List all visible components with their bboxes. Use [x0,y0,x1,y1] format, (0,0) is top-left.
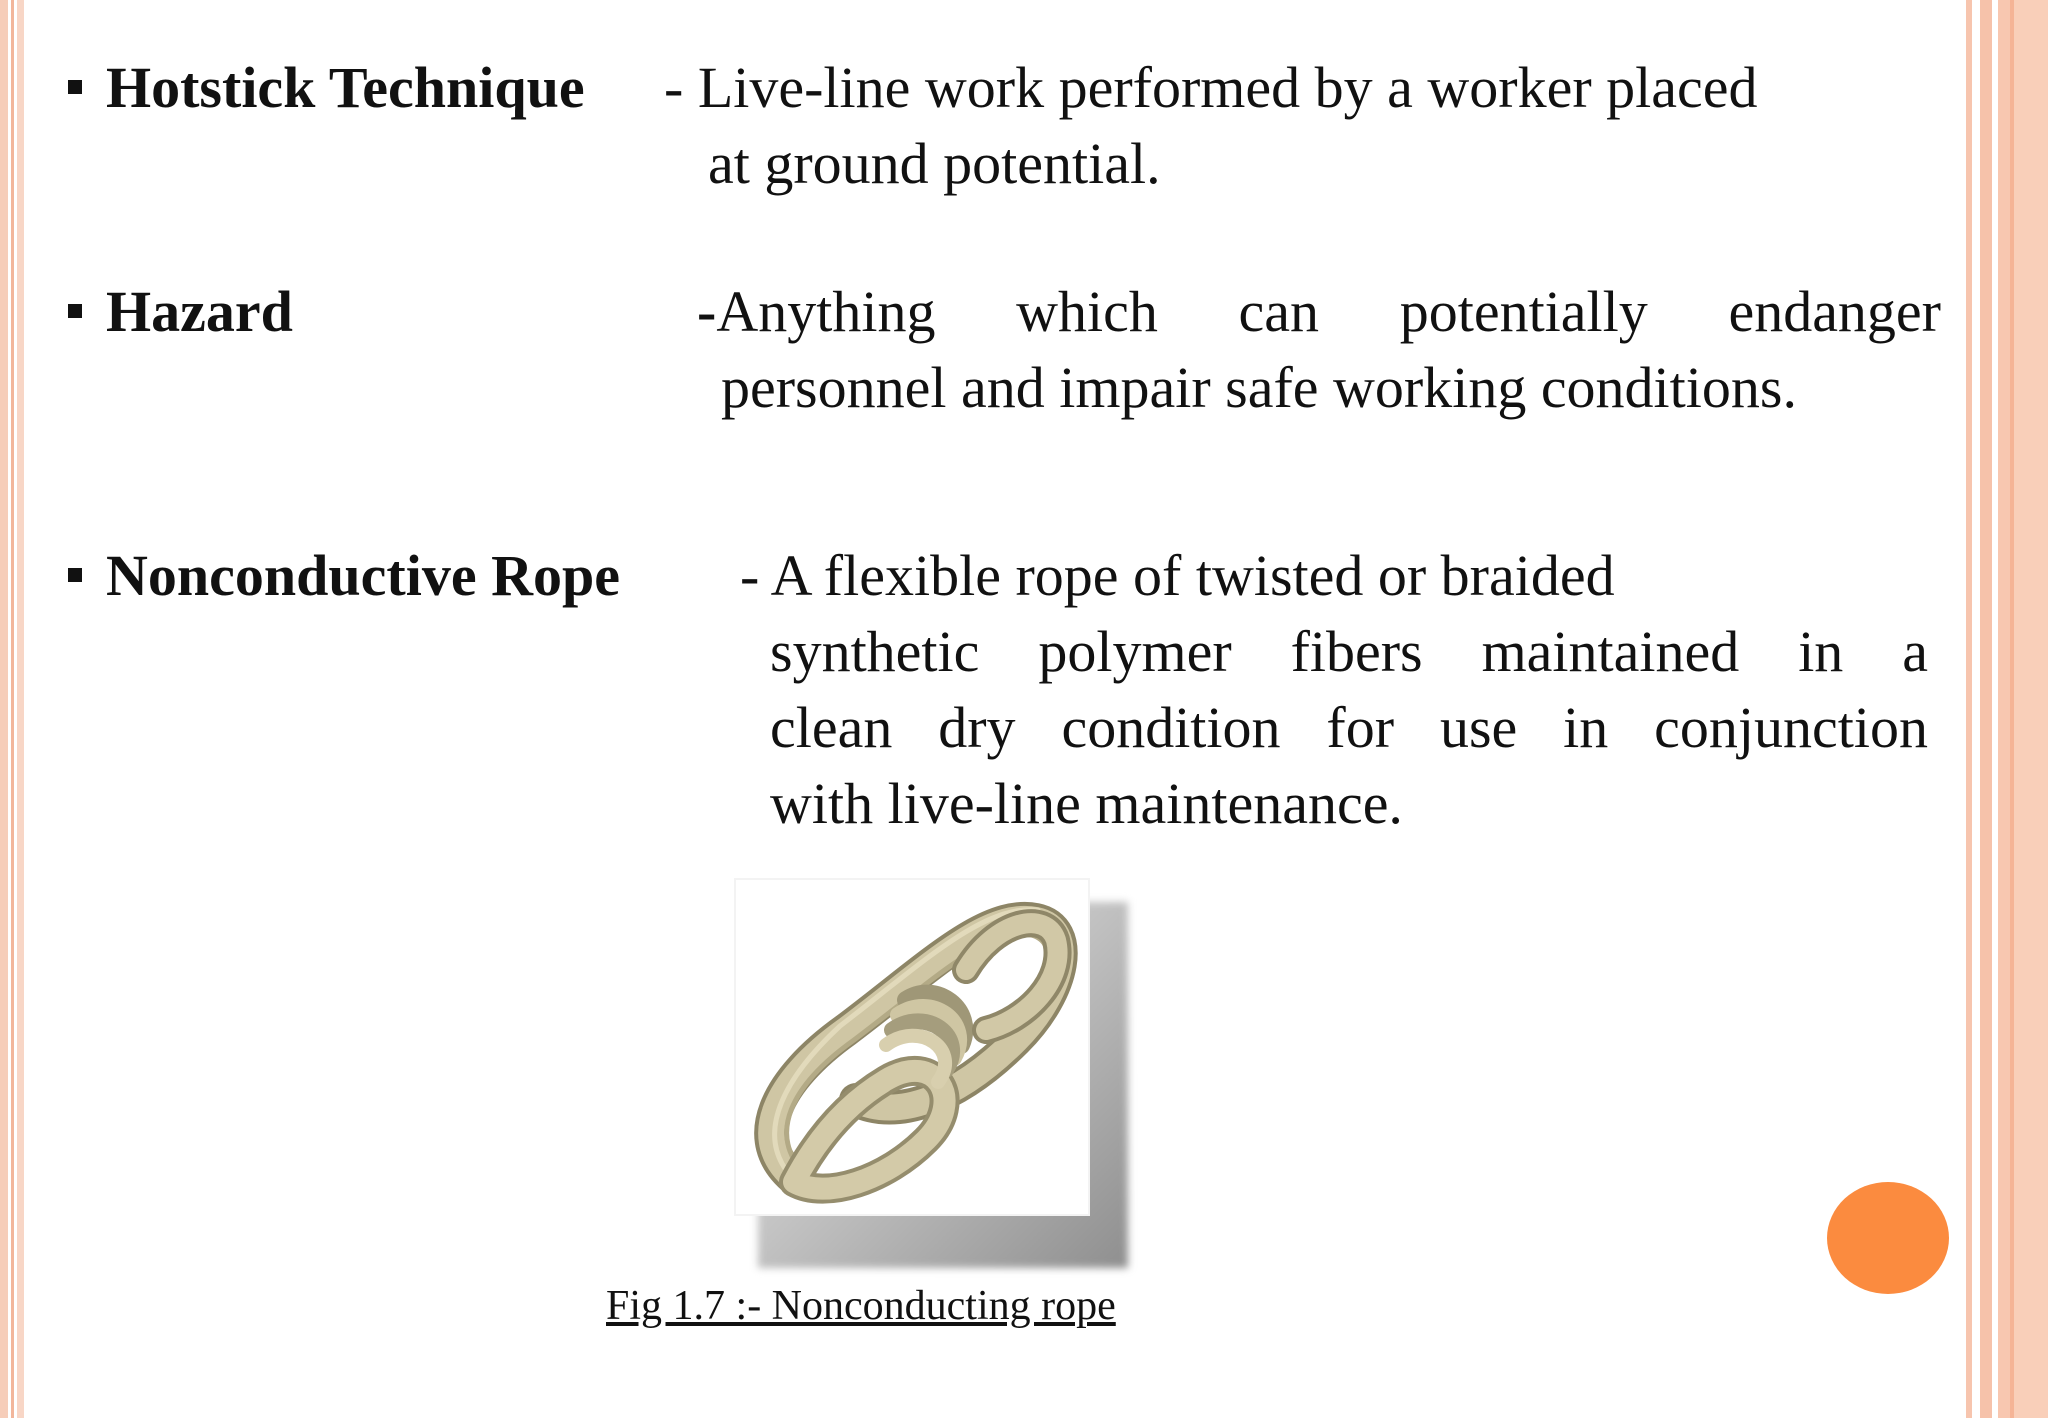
description-nonconductive-rope [740,538,1928,842]
coiled-rope-image [736,880,1088,1214]
description-line: A flexible rope of twisted or braided [770,543,1615,608]
slide-border-left [0,0,24,1418]
definition-dash: - [697,279,717,344]
rope-figure [736,880,1128,1268]
description-line: personnel and impair safe working conditions. [721,355,1797,420]
bullet-icon [68,80,82,94]
coiled-rope-icon [736,880,1088,1214]
orange-dot-icon [1827,1182,1949,1294]
term-nonconductive-rope: Nonconductive Rope [106,543,620,608]
description-line: at ground potential. [708,131,1161,196]
description-line: Live-line work performed by a worker placed [697,55,1758,120]
definition-nonconductive-rope [64,538,1964,858]
bullet-icon [68,304,82,318]
description-line: with live-line maintenance. [770,771,1403,836]
figure-caption: Fig 1.7 :- Nonconducting rope [606,1283,1116,1329]
term-hazard: Hazard [106,279,293,344]
definition-dash: - [664,55,698,120]
slide-border-right [1966,0,2048,1418]
definition-hazard [64,274,1964,434]
description-line: synthetic polymer fibers maintained in a [770,619,1928,684]
definition-hotstick [64,50,1964,210]
description-line: clean dry condition for use in conjunction [770,695,1928,760]
term-hotstick: Hotstick Technique [106,55,585,120]
description-hazard [697,274,1941,426]
description-hotstick [664,50,1928,202]
description-line: Anything which can potentially endanger [716,279,1941,344]
bullet-icon [68,568,82,582]
definition-dash: - [740,543,771,608]
